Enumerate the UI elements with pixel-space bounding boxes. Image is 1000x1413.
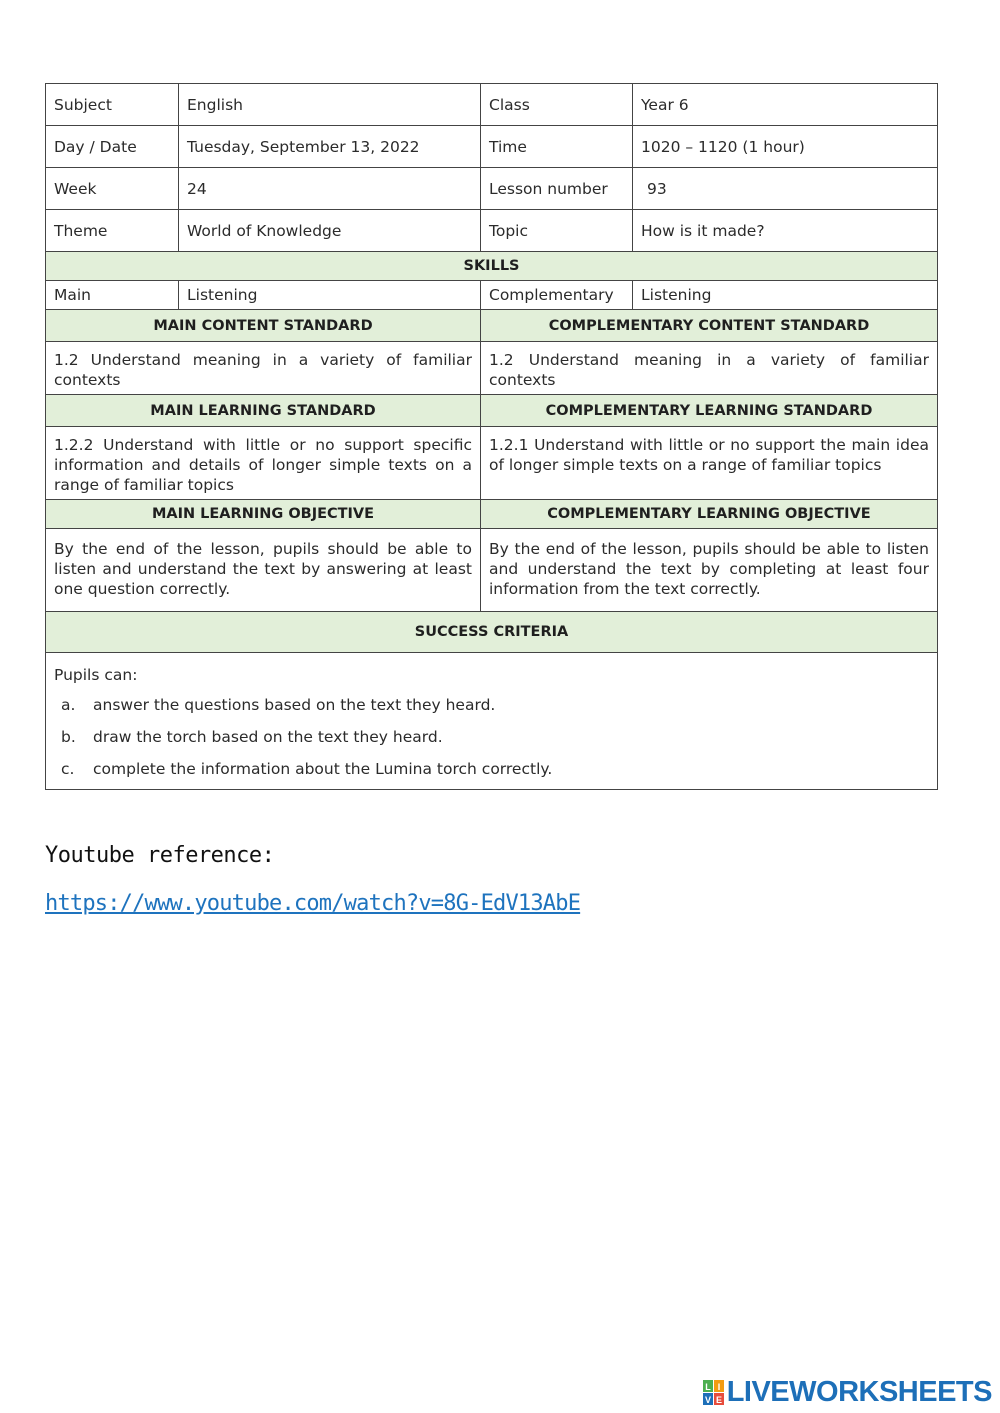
skills-header: SKILLS [46, 252, 938, 281]
list-item [54, 695, 929, 715]
date-row [46, 126, 938, 168]
list-item [54, 759, 929, 779]
main-content-standard: 1.2 Understand meaning in a variety of familiar contexts [46, 342, 481, 395]
objective-row [46, 529, 938, 612]
time-label: Time [481, 126, 633, 168]
main-content-standard-header: MAIN CONTENT STANDARD [46, 310, 481, 342]
criteria-text: draw the torch based on the text they heard. [93, 728, 443, 746]
objective-header-row [46, 500, 938, 529]
complementary-objective: By the end of the lesson, pupils should be able to listen and understand the text by completing at least four information from the text correctly. [481, 529, 938, 612]
svg-text:L: L [704, 1381, 711, 1392]
day-label: Day / Date [46, 126, 179, 168]
success-criteria-row [46, 653, 938, 790]
main-learning-standard-header: MAIN LEARNING STANDARD [46, 395, 481, 427]
svg-text:V: V [704, 1394, 711, 1405]
subject-label: Subject [46, 84, 179, 126]
lesson-number-value: 93 [633, 168, 938, 210]
criteria-text: complete the information about the Lumina torch correctly. [93, 760, 553, 778]
class-value: Year 6 [633, 84, 938, 126]
complementary-content-standard-header: COMPLEMENTARY CONTENT STANDARD [481, 310, 938, 342]
skills-row [46, 281, 938, 310]
complementary-learning-standard: 1.2.1 Understand with little or no support the main idea of longer simple texts on a range of familiar topics [481, 427, 938, 500]
list-item [54, 727, 929, 747]
brand-name: LIVEWORKSHEETS [726, 1376, 992, 1408]
criteria-text: answer the questions based on the text they heard. [93, 696, 496, 714]
main-objective: By the end of the lesson, pupils should be able to listen and understand the text by answering at least one question correctly. [46, 529, 481, 612]
youtube-link[interactable]: https://www.youtube.com/watch?v=8G-EdV13AbE [45, 891, 581, 916]
svg-text:E: E [715, 1394, 722, 1405]
main-skill-value: Listening [179, 281, 481, 310]
content-standard-header-row [46, 310, 938, 342]
theme-row [46, 210, 938, 252]
learning-standard-row [46, 427, 938, 500]
topic-value: How is it made? [633, 210, 938, 252]
week-row [46, 168, 938, 210]
class-label: Class [481, 84, 633, 126]
success-criteria-cell [46, 653, 938, 790]
youtube-reference-heading: Youtube reference: [45, 843, 275, 868]
skills-header-row [46, 252, 938, 281]
week-label: Week [46, 168, 179, 210]
main-learning-standard: 1.2.2 Understand with little or no support specific information and details of longer simple texts on a range of familiar topics [46, 427, 481, 500]
complementary-skill-label: Complementary [481, 281, 633, 310]
success-intro: Pupils can: [54, 666, 138, 684]
subject-value: English [179, 84, 481, 126]
criteria-marker: c. [61, 760, 75, 778]
week-value: 24 [179, 168, 481, 210]
day-value: Tuesday, September 13, 2022 [179, 126, 481, 168]
lesson-number-label: Lesson number [481, 168, 633, 210]
topic-label: Topic [481, 210, 633, 252]
svg-text:I: I [717, 1381, 720, 1392]
criteria-marker: a. [61, 696, 76, 714]
time-value: 1020 – 1120 (1 hour) [633, 126, 938, 168]
content-standard-row [46, 342, 938, 395]
learning-standard-header-row [46, 395, 938, 427]
theme-value: World of Knowledge [179, 210, 481, 252]
criteria-list [54, 695, 929, 779]
liveworksheets-logo-icon [703, 1380, 725, 1406]
main-skill-label: Main [46, 281, 179, 310]
main-objective-header: MAIN LEARNING OBJECTIVE [46, 500, 481, 529]
success-criteria-header: SUCCESS CRITERIA [46, 612, 938, 653]
liveworksheets-brand[interactable] [703, 1376, 992, 1409]
complementary-skill-value: Listening [633, 281, 938, 310]
complementary-learning-standard-header: COMPLEMENTARY LEARNING STANDARD [481, 395, 938, 427]
criteria-marker: b. [61, 728, 76, 746]
lesson-plan-table [45, 83, 938, 790]
theme-label: Theme [46, 210, 179, 252]
complementary-content-standard: 1.2 Understand meaning in a variety of familiar contexts [481, 342, 938, 395]
subject-row [46, 84, 938, 126]
complementary-objective-header: COMPLEMENTARY LEARNING OBJECTIVE [481, 500, 938, 529]
success-criteria-header-row [46, 612, 938, 653]
